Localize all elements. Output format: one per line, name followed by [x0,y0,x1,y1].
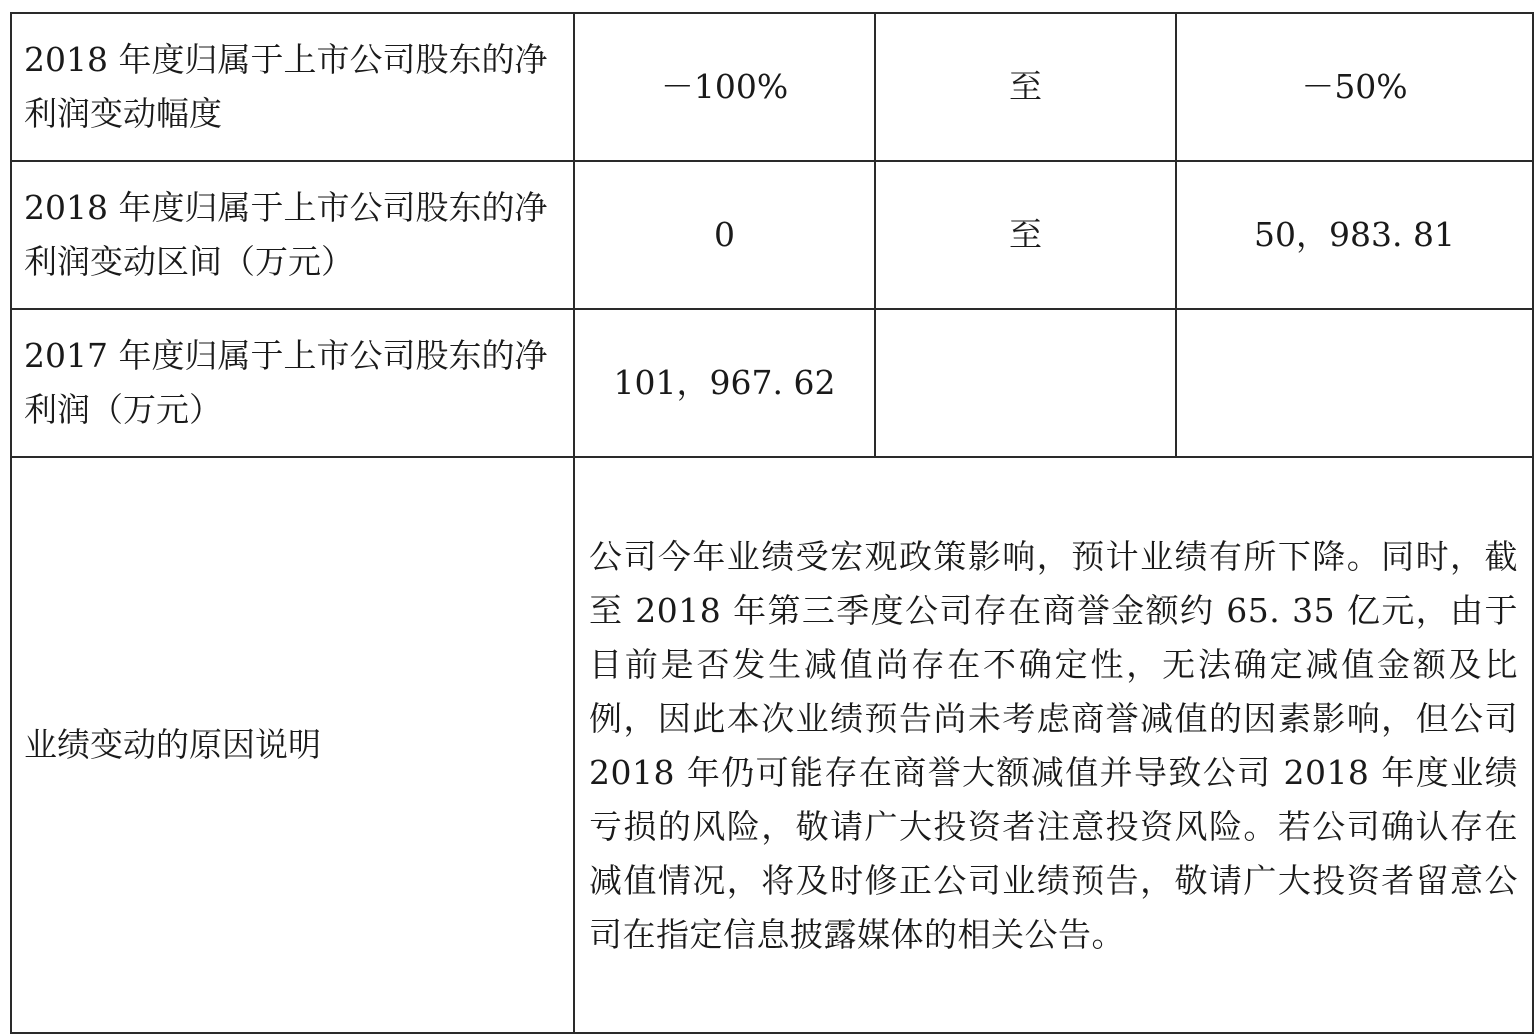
lower-bound-value: －100% [574,13,875,161]
row-label: 2018 年度归属于上市公司股东的净利润变动幅度 [11,13,574,161]
reason-label: 业绩变动的原因说明 [11,457,574,1033]
table-row-prior-year-profit [11,309,1533,457]
prior-year-value: 101，967. 62 [574,309,875,457]
table-row-change-range-amount [11,161,1533,309]
upper-bound-value: 50，983. 81 [1176,161,1533,309]
row-label: 2017 年度归属于上市公司股东的净利润（万元） [11,309,574,457]
reason-description: 公司今年业绩受宏观政策影响，预计业绩有所下降。同时，截至 2018 年第三季度公司存在商誉金额约 65. 35 亿元，由于目前是否发生减值尚存在不确定性，无法确定减值金额及比例，因此本次业绩预告尚未考虑商誉减值的因素影响，但公司 2018 年仍可能存在商誉大额减值并导致公司 2018 年度业绩亏损的风险，敬请广大投资者注意投资风险。若公司确认存在减值情况，将及时修正公司业绩预告，敬请广大投资者留意公司在指定信息披露媒体的相关公告。 [574,457,1533,1033]
empty-cell [1176,309,1533,457]
earnings-forecast-table [10,12,1534,1034]
table-row-reason [11,457,1533,1033]
table-row-change-range-percent [11,13,1533,161]
empty-cell [875,309,1176,457]
upper-bound-value: －50% [1176,13,1533,161]
range-separator: 至 [875,13,1176,161]
row-label: 2018 年度归属于上市公司股东的净利润变动区间（万元） [11,161,574,309]
lower-bound-value: 0 [574,161,875,309]
range-separator: 至 [875,161,1176,309]
